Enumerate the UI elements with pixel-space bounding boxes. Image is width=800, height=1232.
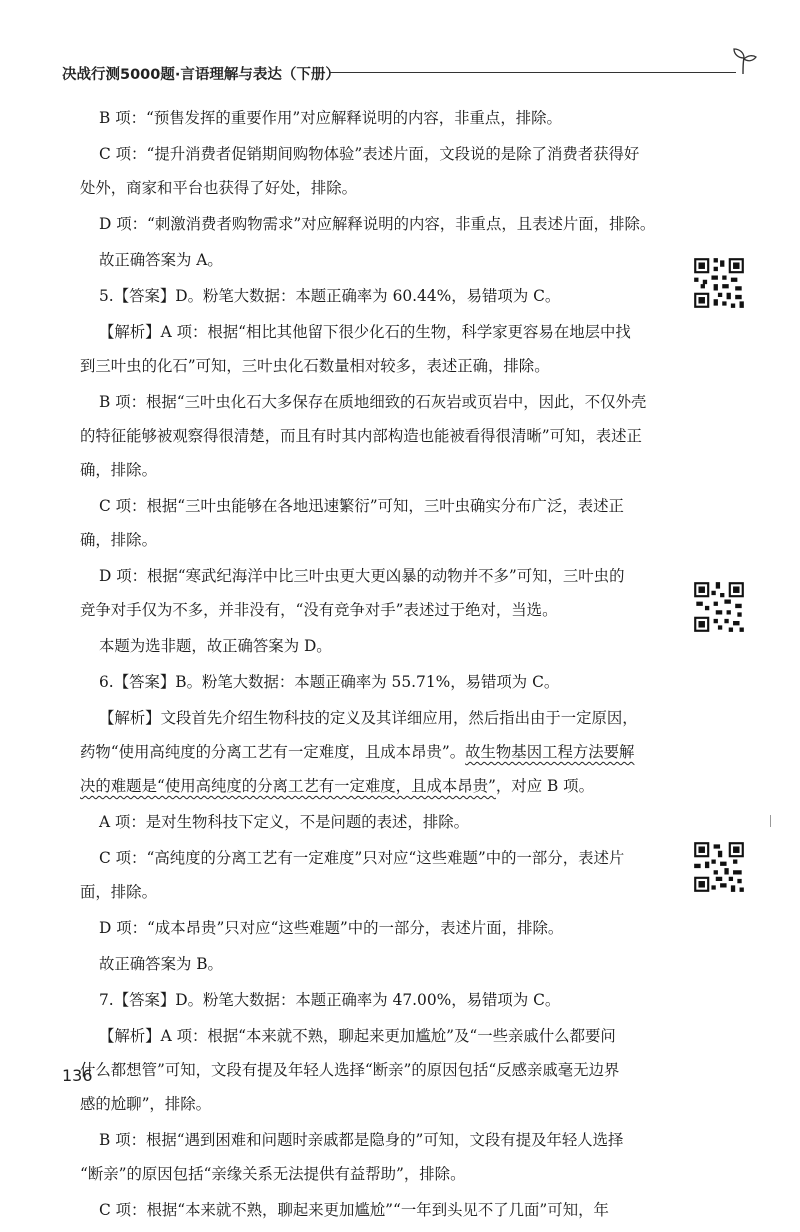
analysis-line: 【解析】文段首先介绍生物科技的定义及其详细应用，然后指出由于一定原因， xyxy=(99,709,638,727)
analysis-line: 【解析】A 项：根据“相比其他留下很少化石的生物，科学家更容易在地层中找 xyxy=(99,323,631,341)
running-header xyxy=(62,60,758,90)
paragraph: 感的尬聊”，排除。 xyxy=(80,1095,211,1113)
book-title: 决战行测5000题·言语理解与表达（下册） xyxy=(62,67,340,83)
margin-mark xyxy=(770,815,771,827)
answer-text: D。粉笔大数据：本题正确率为 47.00%，易错项为 C。 xyxy=(175,991,561,1009)
paragraph: C 项：根据“三叶虫能够在各地迅速繁衍”可知，三叶虫确实分布广泛，表述正 xyxy=(99,497,624,515)
qr-code-icon[interactable] xyxy=(692,840,746,894)
question-number: 6. xyxy=(99,673,114,691)
paragraph: D 项：“刺激消费者购物需求”对应解释说明的内容，非重点，且表述片面，排除。 xyxy=(99,215,656,233)
paragraph: 处外，商家和平台也获得了好处，排除。 xyxy=(80,179,358,197)
answer-text: B。粉笔大数据：本题正确率为 55.71%，易错项为 C。 xyxy=(175,673,560,691)
paragraph: “断亲”的原因包括“亲缘关系无法提供有益帮助”，排除。 xyxy=(80,1165,466,1183)
analysis-tag: 【解析】 xyxy=(99,1027,161,1045)
paragraph: 的特征能够被观察得很清楚，而且有时其内部构造也能被看得很清晰”可知，表述正 xyxy=(80,427,642,445)
paragraph: 竞争对手仅为不多，并非没有，“没有竞争对手”表述过于绝对，当选。 xyxy=(80,601,558,619)
paragraph: D 项：“成本昂贵”只对应“这些难题”中的一部分，表述片面，排除。 xyxy=(99,919,564,937)
analysis-line: 【解析】A 项：根据“本来就不熟，聊起来更加尴尬”及“一些亲戚什么都要问 xyxy=(99,1027,616,1045)
answer-line-5 xyxy=(80,282,664,318)
header-rule xyxy=(330,72,736,73)
paragraph: 到三叶虫的化石”可知，三叶虫化石数量相对较多，表述正确，排除。 xyxy=(80,357,550,375)
wavy-underline-text: 决的难题是“使用高纯度的分离工艺有一定难度，且成本昂贵” xyxy=(80,777,496,795)
paragraph: 故正确答案为 B。 xyxy=(99,955,223,973)
answer-tag: 【答案】 xyxy=(113,991,176,1009)
qr-code-icon[interactable] xyxy=(692,580,746,634)
page-number: 136 xyxy=(62,1066,93,1085)
paragraph: 面，排除。 xyxy=(80,883,157,901)
answer-line-7 xyxy=(80,986,664,1022)
answer-tag: 【答案】 xyxy=(113,673,176,691)
paragraph: C 项：“高纯度的分离工艺有一定难度”只对应“这些难题”中的一部分，表述片 xyxy=(99,849,625,867)
paragraph: 本题为选非题，故正确答案为 D。 xyxy=(99,637,332,655)
page-body xyxy=(80,104,664,1232)
answer-line-6 xyxy=(80,668,664,704)
paragraph: 决的难题是“使用高纯度的分离工艺有一定难度，且成本昂贵”，对应 B 项。 xyxy=(80,777,594,795)
answer-text: D。粉笔大数据：本题正确率为 60.44%，易错项为 C。 xyxy=(175,287,561,305)
question-number: 5. xyxy=(99,287,114,305)
qr-code-icon[interactable] xyxy=(692,256,746,310)
paragraph: 什么都想管”可知，文段有提及年轻人选择“断亲”的原因包括“反感亲戚毫无边界 xyxy=(80,1061,620,1079)
question-number: 7. xyxy=(99,991,114,1009)
analysis-tag: 【解析】 xyxy=(99,323,161,341)
paragraph: A 项：是对生物科技下定义，不是问题的表述，排除。 xyxy=(99,813,469,831)
paragraph: 确，排除。 xyxy=(80,461,157,479)
paragraph: B 项：根据“遇到困难和问题时亲戚都是隐身的”可知，文段有提及年轻人选择 xyxy=(99,1131,624,1149)
wavy-underline-text: 故生物基因工程方法要解 xyxy=(465,743,635,761)
paragraph: C 项：“提升消费者促销期间购物体验”表述片面，文段说的是除了消费者获得好 xyxy=(99,145,640,163)
paragraph: C 项：根据“本来就不熟，聊起来更加尴尬”“一年到头见不了几面”可知，年 xyxy=(99,1201,609,1219)
paragraph: D 项：根据“寒武纪海洋中比三叶虫更大更凶暴的动物并不多”可知，三叶虫的 xyxy=(99,567,625,585)
sprout-icon xyxy=(728,46,758,76)
paragraph: B 项：根据“三叶虫化石大多保存在质地细致的石灰岩或页岩中，因此，不仅外壳 xyxy=(99,393,647,411)
paragraph: 故正确答案为 A。 xyxy=(99,251,223,269)
paragraph: B 项：“预售发挥的重要作用”对应解释说明的内容，非重点，排除。 xyxy=(99,109,562,127)
paragraph: 确，排除。 xyxy=(80,531,157,549)
answer-tag: 【答案】 xyxy=(113,287,176,305)
paragraph: 药物“使用高纯度的分离工艺有一定难度，且成本昂贵”。故生物基因工程方法要解 xyxy=(80,743,635,761)
analysis-tag: 【解析】 xyxy=(99,709,161,727)
